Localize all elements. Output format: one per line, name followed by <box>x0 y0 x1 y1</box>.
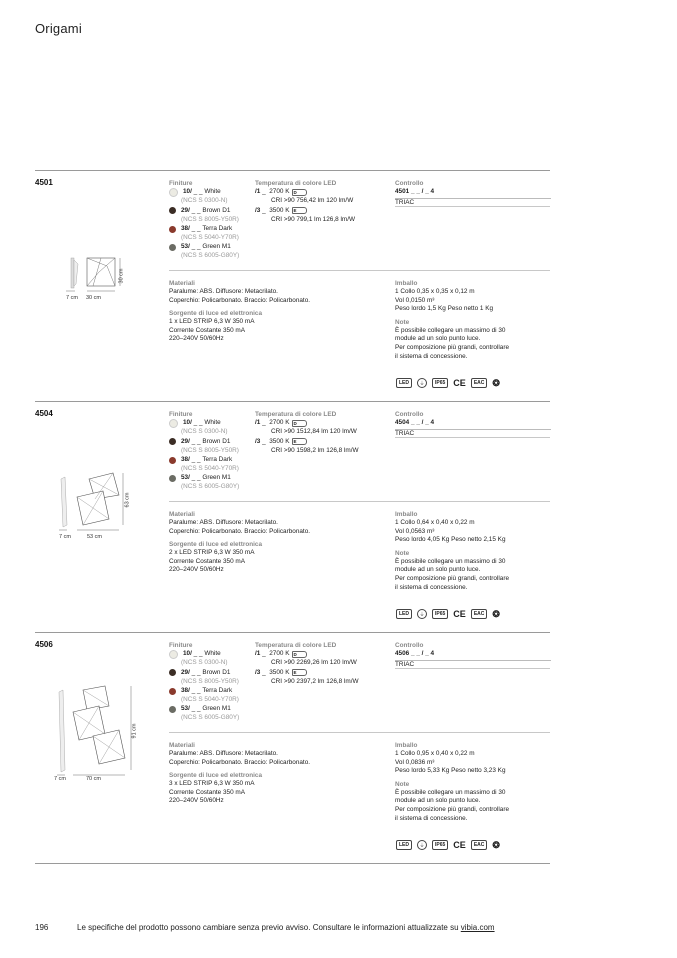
packaging-block <box>395 741 551 823</box>
notes-heading: Note <box>395 549 410 557</box>
led-cert-icon: LED <box>396 609 412 619</box>
packaging-volume: Vol 0,0150 m³ <box>395 296 435 304</box>
dimension-width: 53 cm <box>87 534 102 540</box>
energy-class-icon: E <box>292 207 307 214</box>
packaging-collo: 1 Collo 0,64 x 0,40 x 0,22 m <box>395 519 475 526</box>
finish-sep: _ _ <box>193 419 203 427</box>
inner-divider <box>169 732 550 733</box>
notes-line: module ad un solo punto luce. <box>395 566 481 574</box>
footer-link[interactable]: vibia.com <box>460 923 495 932</box>
finish-option[interactable] <box>169 668 255 677</box>
finish-swatch <box>169 706 176 713</box>
dimension-height: 30 cm <box>118 268 125 284</box>
finishes-heading: Finiture <box>169 411 193 418</box>
packaging-volume: Vol 0,0563 m³ <box>395 527 435 535</box>
control-code: 4501 _ _ / _ 4 <box>395 188 551 199</box>
temperature-option-3500[interactable]: /3 _ 3500 K E <box>255 668 395 677</box>
finishes-block <box>169 410 255 493</box>
finish-swatch <box>169 226 176 233</box>
finish-sep: _ _ <box>191 437 201 445</box>
product-4501 <box>35 170 550 401</box>
finish-ncs: (NCS S 6005-G80Y) <box>181 252 240 260</box>
finish-name: Brown D1 <box>202 437 231 445</box>
source-strip: 2 x LED STRIP 6,3 W 350 mA <box>169 549 255 557</box>
finishes-heading: Finiture <box>169 180 193 187</box>
notes-line: il sistema di concessione. <box>395 352 468 360</box>
control-type: TRIAC <box>395 198 415 206</box>
materials-text: Paralume: ABS. Diffusore: Metacrilato. <box>169 288 278 295</box>
finish-swatch <box>169 438 176 445</box>
temperature-cri: CRI >90 1512,84 lm 120 lm/W <box>271 428 357 436</box>
finish-swatch <box>169 419 178 428</box>
finish-ncs: (NCS S 0300-N) <box>181 428 228 436</box>
control-block <box>395 179 551 207</box>
source-voltage: 220–240V 50/60Hz <box>169 797 224 805</box>
finish-option[interactable] <box>169 687 255 696</box>
temperature-option-2700[interactable]: /1 _ 2700 K D <box>255 419 395 428</box>
notes-line: module ad un solo punto luce. <box>395 335 481 343</box>
footer-disclaimer: Le specifiche del prodotto possono cambiare senza previo avviso. Consultare le informazioni attualizzate su vibia.com <box>77 923 495 932</box>
finish-swatch <box>169 457 176 464</box>
finish-sep: _ _ <box>191 474 201 482</box>
eac-cert-icon: EAC <box>471 378 488 388</box>
temperature-option-3500[interactable]: /3 _ 3500 K E <box>255 437 395 446</box>
finish-sep: _ _ <box>191 456 201 464</box>
finish-code: 10/ <box>183 650 192 658</box>
finish-option[interactable] <box>169 188 255 197</box>
notes-heading: Note <box>395 780 410 788</box>
finish-sep: _ _ <box>191 687 201 695</box>
inner-divider <box>395 206 550 207</box>
notes-line: È possibile collegare un massimo di 30 <box>395 557 506 565</box>
energy-class-icon: D <box>292 189 307 196</box>
source-current: Corrente Costante 350 mA <box>169 557 246 565</box>
finish-code: 29/ <box>181 668 190 676</box>
finish-option[interactable] <box>169 437 255 446</box>
notes-line: Per composizione più grandi, controllare <box>395 805 510 813</box>
finish-name: White <box>204 188 221 196</box>
source-voltage: 220–240V 50/60Hz <box>169 566 224 574</box>
led-temperature-block <box>255 641 395 687</box>
temperature-cri: CRI >90 2269,26 lm 120 lm/W <box>271 659 357 667</box>
temperature-cri: CRI >90 756,42 lm 120 lm/W <box>271 197 354 205</box>
finish-code: 53/ <box>181 705 190 713</box>
source-heading: Sorgente di luce ed elettronica <box>169 310 263 318</box>
source-current: Corrente Costante 350 mA <box>169 326 246 334</box>
finish-code: 38/ <box>181 225 190 233</box>
temperature-cri: CRI >90 799,1 lm 126,8 lm/W <box>271 215 356 223</box>
dimmable-icon: ❂ <box>492 377 500 388</box>
finish-sep: _ _ <box>191 668 201 676</box>
temperature-cri: CRI >90 2397,2 lm 126,8 lm/W <box>271 677 359 685</box>
finish-code: 10/ <box>183 419 192 427</box>
product-drawing <box>53 684 143 780</box>
finish-option[interactable] <box>169 474 255 483</box>
control-code: 4504 _ _ / _ 4 <box>395 419 551 430</box>
dimension-height: 91 cm <box>131 723 138 739</box>
control-block <box>395 641 551 669</box>
certifications <box>396 609 500 619</box>
ip65-cert-icon: IP65 <box>432 609 448 619</box>
inner-divider <box>395 668 550 669</box>
packaging-collo: 1 Collo 0,95 x 0,40 x 0,22 m <box>395 750 475 757</box>
finish-ncs: (NCS S 6005-G80Y) <box>181 483 240 491</box>
finish-ncs: (NCS S 6005-G80Y) <box>181 714 240 722</box>
control-heading: Controllo <box>395 642 424 649</box>
temperature-heading: Temperatura di colore LED <box>255 180 337 187</box>
control-heading: Controllo <box>395 180 424 187</box>
ce-mark-icon: CE <box>453 839 466 850</box>
temperature-cri: CRI >90 1598,2 lm 126,8 lm/W <box>271 446 359 454</box>
notes-line: module ad un solo punto luce. <box>395 797 481 805</box>
dimension-depth: 7 cm <box>59 534 71 540</box>
notes-line: il sistema di concessione. <box>395 583 468 591</box>
dimension-width: 70 cm <box>86 776 101 782</box>
inner-divider <box>169 501 550 502</box>
finish-name: Terra Dark <box>202 225 233 233</box>
finish-ncs: (NCS S 8005-Y50R) <box>181 215 239 223</box>
energy-class-icon: D <box>292 651 307 658</box>
materials-text-2: Coperchio: Policarbonato. Braccio: Policarbonato. <box>169 758 311 766</box>
materials-text-2: Coperchio: Policarbonato. Braccio: Policarbonato. <box>169 296 311 304</box>
eac-cert-icon: EAC <box>471 609 488 619</box>
materials-block <box>169 510 389 575</box>
finish-name: Terra Dark <box>202 456 233 464</box>
finish-option[interactable] <box>169 206 255 215</box>
finish-sep: _ _ <box>193 188 203 196</box>
certifications <box>396 840 500 850</box>
finish-option[interactable] <box>169 243 255 252</box>
control-code: 4506 _ _ / _ 4 <box>395 650 551 661</box>
materials-heading: Materiali <box>169 511 195 518</box>
temperature-option-3500[interactable]: /3 _ 3500 K E <box>255 206 395 215</box>
finish-swatch <box>169 244 176 251</box>
finish-swatch <box>169 650 178 659</box>
packaging-weight: Peso lordo 1,5 Kg Peso netto 1 Kg <box>395 305 494 313</box>
finish-code: 53/ <box>181 243 190 251</box>
packaging-block <box>395 279 551 361</box>
temperature-option-2700[interactable]: /1 _ 2700 K D <box>255 188 395 197</box>
product-code: 4504 <box>35 409 53 418</box>
finish-ncs: (NCS S 5040-Y70R) <box>181 233 239 241</box>
source-current: Corrente Costante 350 mA <box>169 788 246 796</box>
source-strip: 1 x LED STRIP 6,3 W 350 mA <box>169 318 255 326</box>
finish-option[interactable] <box>169 225 255 234</box>
finish-ncs: (NCS S 8005-Y50R) <box>181 677 239 685</box>
finish-option[interactable] <box>169 456 255 465</box>
dimension-width: 30 cm <box>86 295 101 301</box>
notes-line: È possibile collegare un massimo di 30 <box>395 788 506 796</box>
page-title: Origami <box>35 21 82 36</box>
finish-name: Terra Dark <box>202 687 233 695</box>
energy-class-icon: E <box>292 438 307 445</box>
packaging-weight: Peso lordo 5,33 Kg Peso netto 3,23 Kg <box>395 767 506 775</box>
ground-class-icon: ⏚ <box>417 609 427 619</box>
led-temperature-block <box>255 179 395 225</box>
notes-heading: Note <box>395 318 410 326</box>
notes-line: Per composizione più grandi, controllare <box>395 574 510 582</box>
certifications <box>396 378 500 388</box>
ip65-cert-icon: IP65 <box>432 378 448 388</box>
control-type: TRIAC <box>395 429 415 437</box>
finish-option[interactable] <box>169 419 255 428</box>
finish-sep: _ _ <box>191 206 201 214</box>
dimmable-icon: ❂ <box>492 608 500 619</box>
control-heading: Controllo <box>395 411 424 418</box>
ground-class-icon: ⏚ <box>417 378 427 388</box>
dimension-depth: 7 cm <box>66 295 78 301</box>
finish-name: Green M1 <box>202 243 231 251</box>
eac-cert-icon: EAC <box>471 840 488 850</box>
finish-sep: _ _ <box>191 225 201 233</box>
materials-text: Paralume: ABS. Diffusore: Metacrilato. <box>169 519 278 526</box>
led-cert-icon: LED <box>396 378 412 388</box>
source-strip: 3 x LED STRIP 6,3 W 350 mA <box>169 780 255 788</box>
section-divider <box>35 863 550 864</box>
energy-class-icon: E <box>292 669 307 676</box>
finish-ncs: (NCS S 0300-N) <box>181 659 228 667</box>
source-voltage: 220–240V 50/60Hz <box>169 335 224 343</box>
product-4506 <box>35 632 550 863</box>
product-drawing <box>55 469 135 534</box>
dimmable-icon: ❂ <box>492 839 500 850</box>
ground-class-icon: ⏚ <box>417 840 427 850</box>
packaging-weight: Peso lordo 4,05 Kg Peso netto 2,15 Kg <box>395 536 506 544</box>
finish-code: 10/ <box>183 188 192 196</box>
finish-swatch <box>169 669 176 676</box>
finish-ncs: (NCS S 5040-Y70R) <box>181 695 239 703</box>
finish-code: 53/ <box>181 474 190 482</box>
finish-swatch <box>169 207 176 214</box>
finish-option[interactable] <box>169 705 255 714</box>
finishes-heading: Finiture <box>169 642 193 649</box>
finish-swatch <box>169 475 176 482</box>
notes-line: il sistema di concessione. <box>395 814 468 822</box>
page-number: 196 <box>35 923 49 932</box>
ce-mark-icon: CE <box>453 377 466 388</box>
packaging-heading: Imballo <box>395 280 418 287</box>
finish-sep: _ _ <box>191 243 201 251</box>
temperature-heading: Temperatura di colore LED <box>255 642 337 649</box>
control-block <box>395 410 551 438</box>
materials-heading: Materiali <box>169 280 195 287</box>
finishes-block <box>169 179 255 262</box>
finish-name: Brown D1 <box>202 206 231 214</box>
finish-name: White <box>204 419 221 427</box>
finish-ncs: (NCS S 5040-Y70R) <box>181 464 239 472</box>
finishes-block <box>169 641 255 724</box>
packaging-collo: 1 Collo 0,35 x 0,35 x 0,12 m <box>395 288 475 295</box>
materials-heading: Materiali <box>169 742 195 749</box>
source-heading: Sorgente di luce ed elettronica <box>169 772 263 780</box>
notes-line: Per composizione più grandi, controllare <box>395 343 510 351</box>
packaging-heading: Imballo <box>395 742 418 749</box>
packaging-heading: Imballo <box>395 511 418 518</box>
finish-name: White <box>204 650 221 658</box>
finish-name: Brown D1 <box>202 668 231 676</box>
packaging-block <box>395 510 551 592</box>
dimension-depth: 7 cm <box>54 776 66 782</box>
finish-ncs: (NCS S 8005-Y50R) <box>181 446 239 454</box>
finish-sep: _ _ <box>191 705 201 713</box>
finish-code: 38/ <box>181 456 190 464</box>
temperature-heading: Temperatura di colore LED <box>255 411 337 418</box>
energy-class-icon: D <box>292 420 307 427</box>
dimension-height: 63 cm <box>124 492 131 508</box>
product-4504 <box>35 401 550 632</box>
materials-text-2: Coperchio: Policarbonato. Braccio: Policarbonato. <box>169 527 311 535</box>
ip65-cert-icon: IP65 <box>432 840 448 850</box>
inner-divider <box>169 270 550 271</box>
finish-swatch <box>169 688 176 695</box>
product-code: 4501 <box>35 178 53 187</box>
ce-mark-icon: CE <box>453 608 466 619</box>
materials-block <box>169 741 389 806</box>
finish-name: Green M1 <box>202 705 231 713</box>
materials-text: Paralume: ABS. Diffusore: Metacrilato. <box>169 750 278 757</box>
product-code: 4506 <box>35 640 53 649</box>
temperature-option-2700[interactable]: /1 _ 2700 K D <box>255 650 395 659</box>
inner-divider <box>395 437 550 438</box>
packaging-volume: Vol 0,0836 m³ <box>395 758 435 766</box>
led-cert-icon: LED <box>396 840 412 850</box>
finish-code: 29/ <box>181 437 190 445</box>
finish-code: 38/ <box>181 687 190 695</box>
source-heading: Sorgente di luce ed elettronica <box>169 541 263 549</box>
notes-line: È possibile collegare un massimo di 30 <box>395 326 506 334</box>
finish-name: Green M1 <box>202 474 231 482</box>
finish-sep: _ _ <box>193 650 203 658</box>
finish-option[interactable] <box>169 650 255 659</box>
finish-code: 29/ <box>181 206 190 214</box>
materials-block <box>169 279 389 344</box>
led-temperature-block <box>255 410 395 456</box>
finish-ncs: (NCS S 0300-N) <box>181 197 228 205</box>
finish-swatch <box>169 188 178 197</box>
control-type: TRIAC <box>395 660 415 668</box>
